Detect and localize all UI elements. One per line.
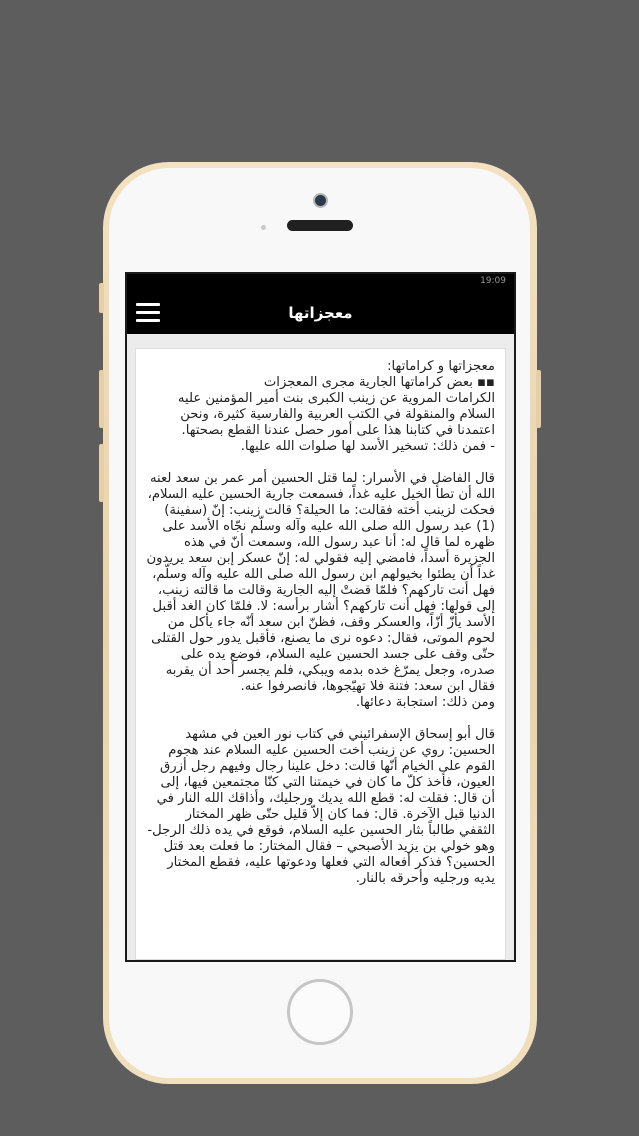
hamburger-menu-icon[interactable] bbox=[136, 303, 160, 323]
article-paragraph: ومن ذلك: استجابة دعائها. bbox=[355, 695, 495, 710]
app-bar bbox=[127, 292, 514, 334]
app-screen bbox=[125, 272, 516, 962]
paragraph-gap bbox=[146, 455, 495, 471]
content-area bbox=[127, 334, 514, 960]
power-button bbox=[536, 370, 541, 428]
article-paragraph: قال الفاضل في الأسرار: لما قتل الحسين أمر عمر بن سعد لعنه الله أن تطأ الخيل عليه غداً، فسمعت جارية الحسين عليه السلام، فحكت لزينب أخته فقالت: ما الحيلة؟ قالت زينب: إنّ (سفينة)(1) عبد رسول الله صلى الله عليه وآله وسلّم نجّاه الأسد على ظهره لما قال له: أنا عبد رسول الله، وسمعت أنّ في هذه الجزيرة أسداً، فامضي إليه فقولي له: إنّ عسكر إبن سعد يريدون غداً أن يطئوا بخيولهم ابن رسول الله صلى الله عليه وآله وسلّم، فهل أنت تاركهم؟ فلمّا قضتْ إليه الجارية وقالت ما قالته زينب، إلى قولها: فهل أنت تاركهم؟ أشار برأسه: لا. فلمّا كان الغد أقبل الأسد يأزّ أزّاً، والعسكر وقف، فظنّ ابن سعد أنّه جاء يأكل من لحوم الموتى، فقال: دعوه نرى ما يصنع، فأقبل يدور حول القتلى حتّى وقف على جسد الحسين عليه السلام، فوضع يده على صدره، وجعل يمرّغ خده بدمه ويبكي، فلم يجسر أحد أن يقربه فقال ابن سعد: فتنة فلا تهيّجوها، فانصرفوا عنه. bbox=[146, 471, 495, 694]
proximity-sensor bbox=[261, 225, 266, 230]
earpiece-speaker bbox=[287, 220, 353, 231]
paragraph-gap bbox=[146, 711, 495, 727]
article-card[interactable] bbox=[135, 348, 506, 960]
article-paragraph: - فمن ذلك: تسخير الأسد لها صلوات الله عليها. bbox=[240, 439, 495, 454]
volume-up-button bbox=[99, 370, 104, 428]
front-camera bbox=[313, 193, 328, 208]
status-bar bbox=[127, 274, 514, 292]
volume-down-button bbox=[99, 444, 104, 502]
article-paragraph: الكرامات المروية عن زينب الكبرى بنت أمير المؤمنين عليه السلام والمنقولة في الكتب العربية والفارسية كثيرة، ونحن اعتمدنا في كتابنا هذا على أمور حصل عندنا القطع بصحتها. bbox=[177, 391, 495, 438]
article-text bbox=[146, 359, 495, 887]
mute-switch bbox=[99, 283, 104, 313]
article-paragraph: ▪▪ بعض كراماتها الجارية مجرى المعجزات bbox=[263, 375, 495, 390]
home-button[interactable] bbox=[287, 979, 353, 1045]
article-paragraph: معجزاتها و كراماتها: bbox=[387, 359, 495, 374]
article-paragraph: قال أبو إسحاق الإسفرائيني في كتاب نور العين في مشهد الحسين: روي عن زينب أخت الحسين عليه السلام عند هجوم القوم على الخيام أنّها قالت: دخل علينا رجال وفيهم رجل أزرق العيون، فأخذ كلّ ما كان في خيمتنا التي كنّا مجتمعين فيها، إلى أن قال: فقلت له: قطع الله يديك ورجليك، وأذاقك الله النار في الدنيا قبل الآخرة. قال: فما كان إلاّ قليل حتّى ظهر المختار الثقفي طالباً بثار الحسين عليه السلام، فوقع في يده ذلك الرجل- وهو خولي بن يزيد الأصبحي – فقال المختار: ما فعلت بعد قتل الحسين؟ فذكر أفعاله التي فعلها ودعوتها عليه، فقطع المختار يديه ورجليه وأحرقه بالنار. bbox=[147, 727, 495, 886]
page-title: معجزاتها bbox=[288, 304, 353, 322]
status-time: 19:09 bbox=[480, 276, 506, 286]
